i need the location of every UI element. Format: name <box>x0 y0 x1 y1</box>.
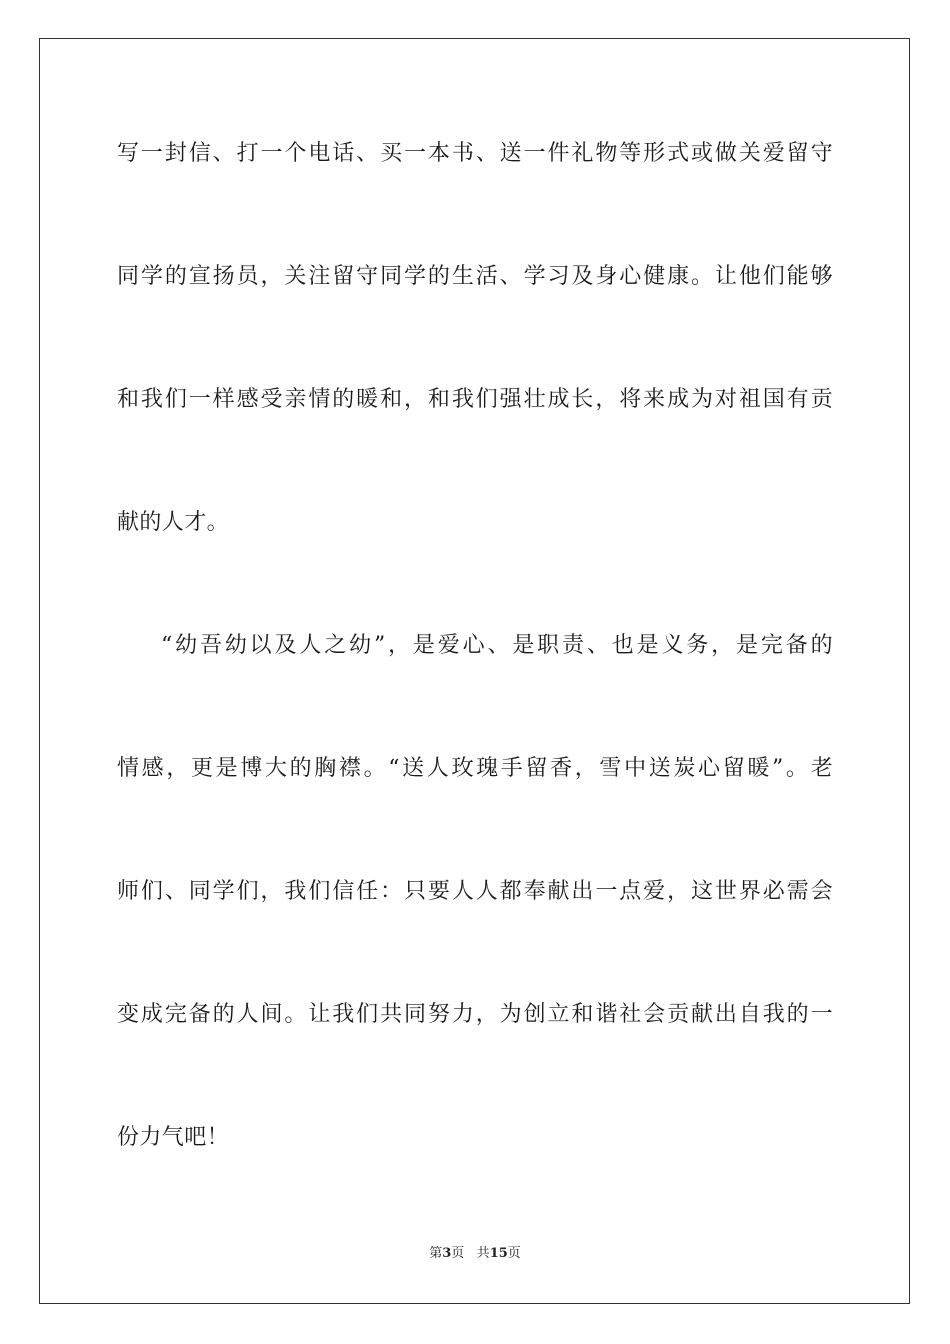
page-border <box>39 38 910 1304</box>
text-line-6: 情感，更是博大的胸襟。“送人玫瑰手留香，雪中送炭心留暖”。老 <box>117 756 833 781</box>
text-line-2: 同学的宣扬员，关注留守同学的生活、学习及身心健康。让他们能够 <box>117 264 833 289</box>
page-prefix: 第 <box>429 1246 443 1261</box>
page-footer <box>0 1245 950 1263</box>
total-suffix: 页 <box>507 1246 521 1261</box>
text-line-3: 和我们一样感受亲情的暖和，和我们强壮成长，将来成为对祖国有贡 <box>117 387 833 412</box>
total-page-count: 15 <box>489 1246 508 1261</box>
text-line-8: 变成完备的人间。让我们共同努力，为创立和谐社会贡献出自我的一 <box>117 1002 833 1027</box>
text-line-4: 献的人才。 <box>117 510 230 535</box>
current-page-number: 3 <box>442 1246 452 1261</box>
text-line-1: 写一封信、打一个电话、买一本书、送一件礼物等形式或做关爱留守 <box>117 141 833 166</box>
text-line-9: 份力气吧！ <box>117 1125 230 1150</box>
page-suffix: 页 <box>451 1246 465 1261</box>
text-line-7: 师们、同学们，我们信任：只要人人都奉献出一点爱，这世界必需会 <box>117 879 833 904</box>
total-prefix: 共 <box>476 1246 490 1261</box>
text-line-5: “幼吾幼以及人之幼”，是爱心、是职责、也是义务，是完备的 <box>161 633 833 658</box>
